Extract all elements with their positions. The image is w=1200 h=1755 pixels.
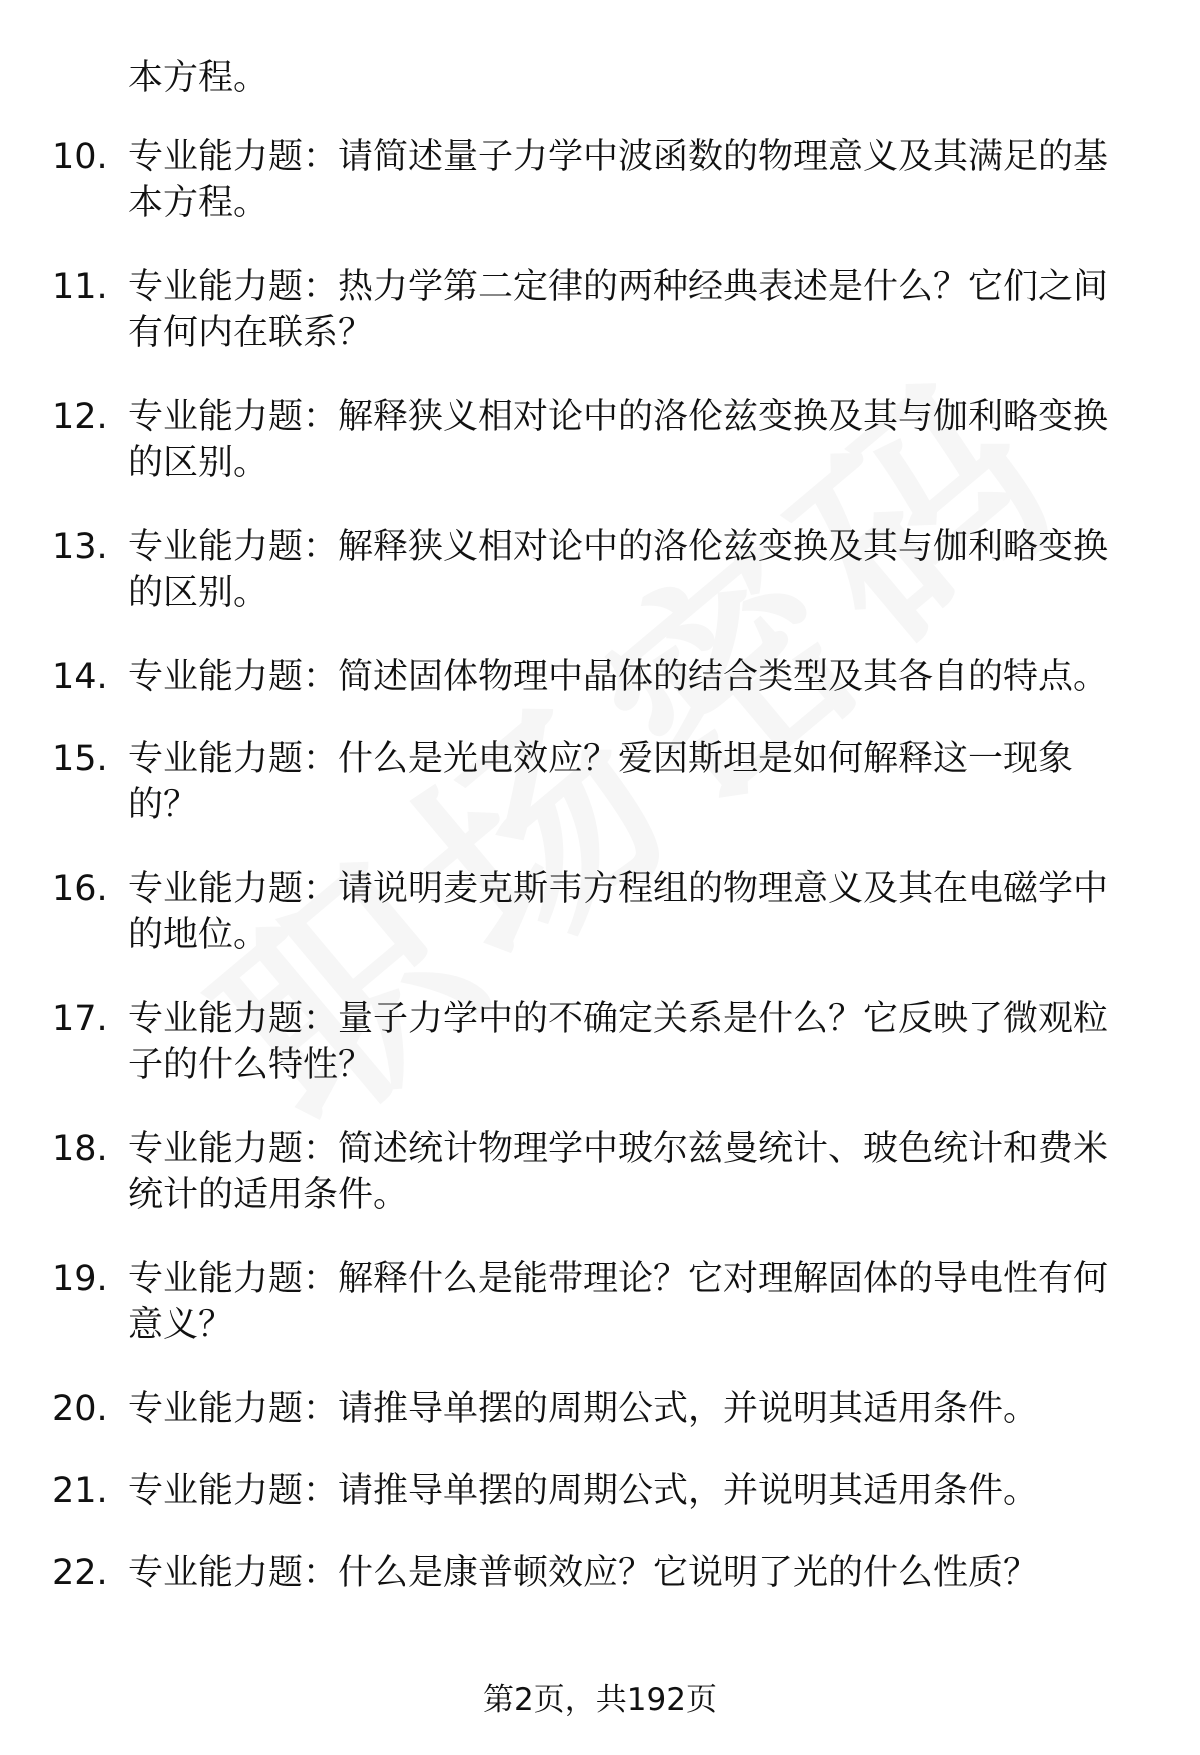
question-number: 12.: [52, 397, 108, 437]
question-text: 专业能力题：什么是光电效应？爱因斯坦是如何解释这一现象的？: [128, 739, 1074, 825]
question-text: 专业能力题：请简述量子力学中波函数的物理意义及其满足的基本方程。: [128, 137, 1109, 223]
question-text: 专业能力题：什么是康普顿效应？它说明了光的什么性质？: [128, 1553, 1039, 1593]
question-item: [52, 524, 1142, 616]
question-number: 19.: [52, 1259, 108, 1299]
question-list: [52, 134, 1142, 1632]
question-item: [52, 1386, 1142, 1432]
question-number: 10.: [52, 137, 108, 177]
question-text: 专业能力题：解释狭义相对论中的洛伦兹变换及其与伽利略变换的区别。: [128, 397, 1109, 483]
question-item: [52, 736, 1142, 828]
question-number: 21.: [52, 1471, 108, 1511]
question-item: [52, 394, 1142, 486]
question-text: 专业能力题：请说明麦克斯韦方程组的物理意义及其在电磁学中的地位。: [128, 869, 1109, 955]
question-item: [52, 1126, 1142, 1218]
question-item: [52, 134, 1142, 226]
question-text: 专业能力题：请推导单摆的周期公式，并说明其适用条件。: [128, 1471, 1039, 1511]
question-number: 15.: [52, 739, 108, 779]
question-item: [52, 654, 1142, 700]
question-item: [52, 264, 1142, 356]
question-number: 18.: [52, 1129, 108, 1169]
question-text: 专业能力题：热力学第二定律的两种经典表述是什么？它们之间有何内在联系？: [128, 267, 1109, 353]
question-item: [52, 866, 1142, 958]
question-text: 专业能力题：量子力学中的不确定关系是什么？它反映了微观粒子的什么特性？: [128, 999, 1109, 1085]
question-text: 专业能力题：请推导单摆的周期公式，并说明其适用条件。: [128, 1389, 1039, 1429]
page-footer: 第2页，共192页: [483, 1682, 717, 1718]
question-number: 11.: [52, 267, 108, 307]
question-number: 14.: [52, 657, 108, 697]
question-number: 20.: [52, 1389, 108, 1429]
question-item: [52, 1468, 1142, 1514]
carry-over-text: 本方程。: [128, 58, 269, 98]
question-text: 专业能力题：解释狭义相对论中的洛伦兹变换及其与伽利略变换的区别。: [128, 527, 1109, 613]
question-number: 17.: [52, 999, 108, 1039]
question-number: 22.: [52, 1553, 108, 1593]
question-item: [52, 996, 1142, 1088]
question-text: 专业能力题：简述统计物理学中玻尔兹曼统计、玻色统计和费米统计的适用条件。: [128, 1129, 1109, 1215]
question-text: 专业能力题：解释什么是能带理论？它对理解固体的导电性有何意义？: [128, 1259, 1109, 1345]
question-text: 专业能力题：简述固体物理中晶体的结合类型及其各自的特点。: [128, 657, 1109, 697]
question-number: 13.: [52, 527, 108, 567]
question-item: [52, 1550, 1142, 1596]
question-number: 16.: [52, 869, 108, 909]
question-item: [52, 1256, 1142, 1348]
